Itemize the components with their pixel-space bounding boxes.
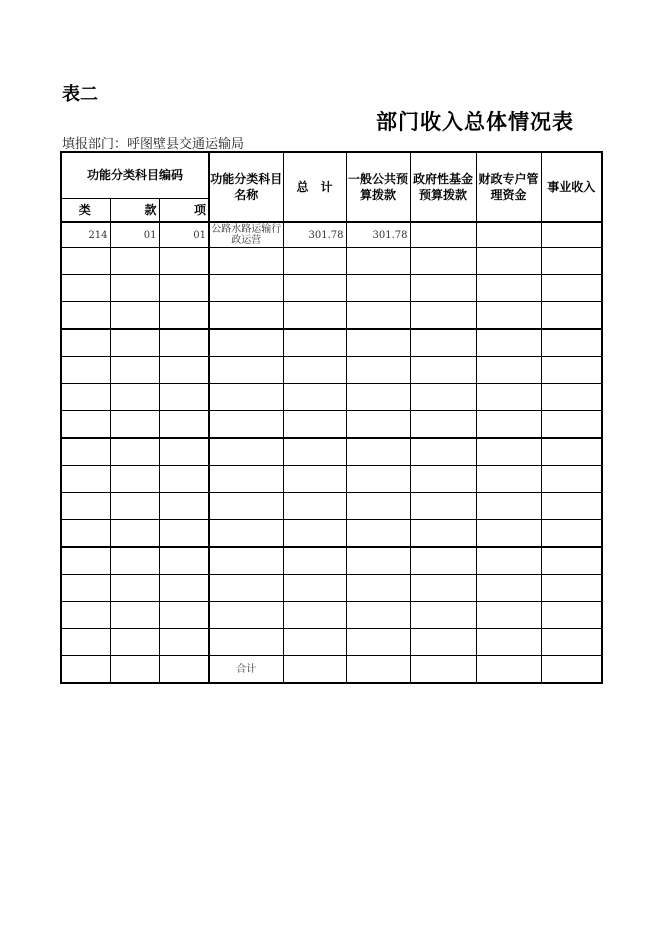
table-row (61, 575, 602, 602)
income-table-wrapper (60, 151, 601, 684)
cell-gov-fund (410, 222, 476, 248)
table-row (61, 384, 602, 411)
header-code-group: 功能分类科目编码 (61, 152, 209, 198)
header-xiang: 项 (159, 198, 209, 222)
department-label: 填报部门：呼图壁县交通运输局 (62, 137, 245, 152)
header-lei: 类 (61, 198, 110, 222)
total-label: 合计 (209, 656, 283, 684)
header-business-income: 事业收入 (541, 152, 602, 222)
cell-general-budget: 301.78 (346, 222, 410, 248)
table-row (61, 329, 602, 357)
table-row (61, 222, 602, 248)
table-row (61, 302, 602, 330)
page-title: 部门收入总体情况表 (376, 110, 574, 134)
income-table (60, 151, 603, 684)
table-label: 表二 (62, 84, 98, 105)
cell-lei: 214 (61, 222, 110, 248)
header-kuan: 款 (110, 198, 159, 222)
table-row (61, 466, 602, 493)
table-row (61, 547, 602, 575)
cell-total: 301.78 (283, 222, 346, 248)
table-row (61, 520, 602, 548)
cell-special-fund (476, 222, 541, 248)
header-total: 总 计 (283, 152, 346, 222)
table-row (61, 275, 602, 302)
cell-name: 公路水路运输行政运营 (209, 222, 283, 248)
cell-xiang: 01 (159, 222, 209, 248)
cell-business-income (541, 222, 602, 248)
table-row (61, 493, 602, 520)
header-gov-fund: 政府性基金预算拨款 (410, 152, 476, 222)
cell-kuan: 01 (110, 222, 159, 248)
total-row (61, 656, 602, 684)
table-row (61, 629, 602, 656)
table-row (61, 602, 602, 629)
header-general-budget: 一般公共预算拨款 (346, 152, 410, 222)
table-row (61, 248, 602, 275)
table-row (61, 438, 602, 466)
header-special-fund: 财政专户管理资金 (476, 152, 541, 222)
header-name: 功能分类科目名称 (209, 152, 283, 222)
table-row (61, 411, 602, 439)
table-row (61, 357, 602, 384)
